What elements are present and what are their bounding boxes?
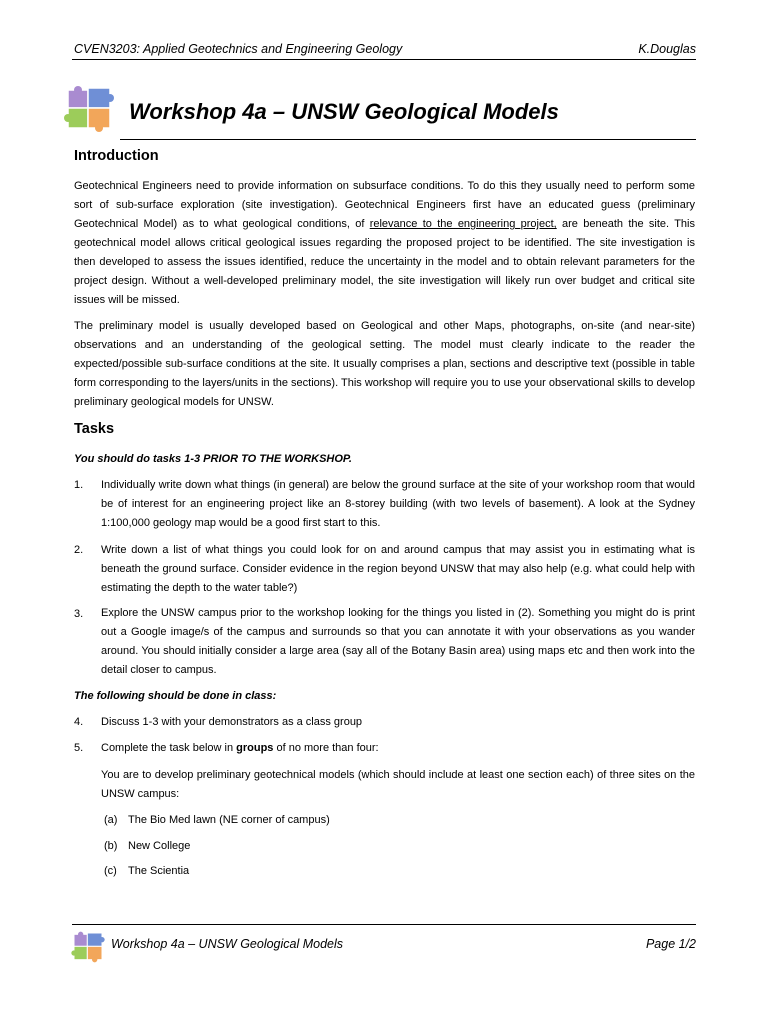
- in-class-note: The following should be done in class:: [74, 690, 277, 702]
- task-number: 4.: [74, 716, 84, 728]
- task-number: 5.: [74, 742, 84, 754]
- relevance-underlined-text: relevance to the engineering project,: [369, 218, 557, 230]
- task-4-text: Discuss 1-3 with your demonstrators as a class group: [101, 716, 363, 728]
- intro-paragraph-1: Geotechnical Engineers need to provide information on subsurface conditions. To do this they usually need to perform some sort of sub-surface exploration (site investigation). Geotechnical Engineers first have an educated guess (preliminary Geotechnical Model) as to what geological conditions, of relevance to the engineering project, are beneath the site. This geotechnical model allows critical geological issues regarding the proposed project to be identified. The site investigation is then developed to assess the issues identified, reduce the uncertainty in the model and to obtain relevant parameters for the project design. Without a well-developed preliminary model, the site investigation will likely run over budget and critical site issues will be missed.: [74, 180, 695, 306]
- puzzle-logo-icon: [62, 84, 116, 134]
- task-2-text: Write down a list of what things you could look for on and around campus that may assist you in estimating what is beneath the ground surface. Consider evidence in the region beyond UNSW that may also help (e.g. what could help with estimating the depth to the water table?): [101, 544, 695, 594]
- task-1-text: Individually write down what things (in general) are below the ground surface at the site of your workshop room that would be of interest for an engineering project like an 8-storey building (with two levels of basement). A look at the Sydney 1:100,000 geology map would be a good first start to this.: [101, 479, 695, 529]
- site-letter: (a): [104, 814, 118, 826]
- site-bio-med-lawn: The Bio Med lawn (NE corner of campus): [128, 814, 330, 826]
- puzzle-footer-icon: [70, 930, 106, 964]
- footer-rule: [72, 924, 696, 925]
- title-rule: [120, 139, 696, 140]
- page-title: Workshop 4a – UNSW Geological Models: [129, 99, 559, 124]
- site-letter: (b): [104, 840, 118, 852]
- intro-paragraph-2: The preliminary model is usually developed based on Geological and other Maps, photographs, on-site (and near-site) observations and an understanding of the geological setting. The model must clearly indicate to the reader the expected/possible sub-surface conditions at the site. It usually comprises a plan, sections and descriptive text (possible in table form corresponding to the layers/units in the sections). This workshop will require you to use your observational skills to develop preliminary geological models for UNSW.: [74, 320, 695, 408]
- header-course: CVEN3203: Applied Geotechnics and Engineering Geology: [74, 42, 403, 56]
- task-number: 2.: [74, 544, 84, 556]
- task-3-text: Explore the UNSW campus prior to the workshop looking for the things you listed in (2). Something you might do is print out a Google image/s of the campus and surrounds so that you can annotate it with your observations as you wander around. You should initially consider a large area (say all of the Botany Basin area) using maps etc and then work into the detail closer to campus.: [101, 607, 695, 676]
- task-number: 1.: [74, 479, 84, 491]
- task-number: 3.: [74, 608, 84, 620]
- site-new-college: New College: [128, 840, 191, 852]
- task-5-text: Complete the task below in groups of no more than four:: [101, 742, 379, 754]
- site-letter: (c): [104, 865, 117, 877]
- header-rule: [72, 59, 696, 60]
- task-5-detail: You are to develop preliminary geotechnical models (which should include at least one section each) of three sites on the UNSW campus:: [101, 769, 695, 800]
- header-author: K.Douglas: [638, 42, 696, 56]
- site-scientia: The Scientia: [128, 865, 190, 877]
- introduction-heading: Introduction: [74, 148, 159, 164]
- footer-page-number: Page 1/2: [645, 937, 696, 951]
- footer-title: Workshop 4a – UNSW Geological Models: [111, 937, 344, 951]
- tasks-heading: Tasks: [74, 421, 115, 437]
- prior-note: You should do tasks 1-3 PRIOR TO THE WORKSHOP.: [74, 453, 352, 465]
